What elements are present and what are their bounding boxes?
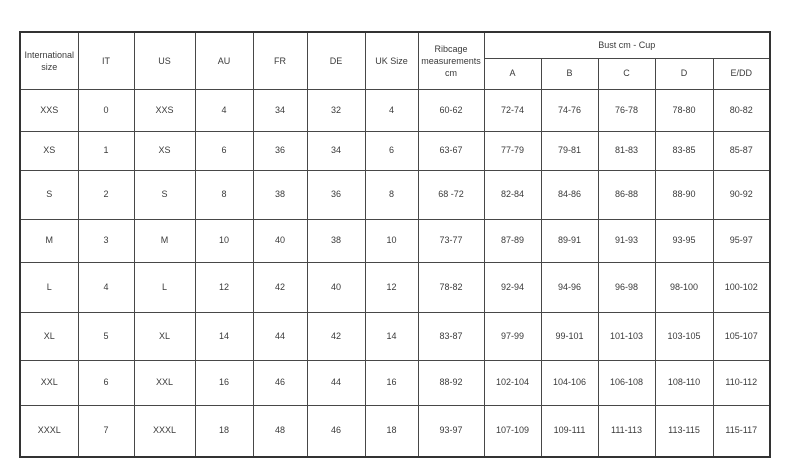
table-cell: 48	[253, 405, 307, 457]
table-cell: 3	[78, 219, 134, 262]
table-cell: 38	[307, 219, 365, 262]
column-header-bust-group: Bust cm - Cup	[484, 32, 770, 58]
table-row-xxxl	[20, 405, 770, 457]
table-cell: 40	[253, 219, 307, 262]
column-header-fr: FR	[253, 32, 307, 89]
table-cell: 102-104	[484, 360, 541, 405]
table-cell: XL	[20, 312, 78, 360]
table-cell: 1	[78, 131, 134, 170]
table-cell: 108-110	[655, 360, 713, 405]
table-cell: 85-87	[713, 131, 770, 170]
table-cell: 16	[195, 360, 253, 405]
table-cell: 46	[253, 360, 307, 405]
table-cell: 73-77	[418, 219, 484, 262]
table-cell: 12	[365, 262, 418, 312]
table-cell: L	[134, 262, 195, 312]
column-header-cup-d: D	[655, 58, 713, 89]
table-cell: L	[20, 262, 78, 312]
table-cell: 8	[365, 170, 418, 219]
table-cell: XXS	[20, 89, 78, 131]
table-row-m	[20, 219, 770, 262]
table-cell: 87-89	[484, 219, 541, 262]
table-cell: 79-81	[541, 131, 598, 170]
table-cell: 60-62	[418, 89, 484, 131]
table-cell: 10	[195, 219, 253, 262]
table-row-xs	[20, 131, 770, 170]
table-cell: 42	[253, 262, 307, 312]
table-cell: 98-100	[655, 262, 713, 312]
table-cell: 42	[307, 312, 365, 360]
column-header-uk-size: UK Size	[365, 32, 418, 89]
table-cell: 93-95	[655, 219, 713, 262]
table-cell: 91-93	[598, 219, 655, 262]
table-cell: 83-85	[655, 131, 713, 170]
table-cell: 5	[78, 312, 134, 360]
table-cell: 80-82	[713, 89, 770, 131]
table-cell: 109-111	[541, 405, 598, 457]
column-header-cup-edd: E/DD	[713, 58, 770, 89]
table-cell: XS	[20, 131, 78, 170]
table-cell: 68 -72	[418, 170, 484, 219]
table-cell: M	[134, 219, 195, 262]
table-cell: XXS	[134, 89, 195, 131]
table-cell: 34	[253, 89, 307, 131]
table-cell: 14	[365, 312, 418, 360]
table-cell: 7	[78, 405, 134, 457]
table-cell: 81-83	[598, 131, 655, 170]
table-cell: 63-67	[418, 131, 484, 170]
table-cell: XL	[134, 312, 195, 360]
table-cell: 36	[307, 170, 365, 219]
table-cell: XXL	[134, 360, 195, 405]
table-cell: 78-82	[418, 262, 484, 312]
table-cell: 110-112	[713, 360, 770, 405]
table-cell: 92-94	[484, 262, 541, 312]
table-cell: 96-98	[598, 262, 655, 312]
table-cell: 95-97	[713, 219, 770, 262]
table-cell: 4	[78, 262, 134, 312]
table-cell: 46	[307, 405, 365, 457]
table-cell: 44	[307, 360, 365, 405]
table-cell: 100-102	[713, 262, 770, 312]
table-cell: 0	[78, 89, 134, 131]
table-cell: 88-90	[655, 170, 713, 219]
column-header-it: IT	[78, 32, 134, 89]
column-header-cup-a: A	[484, 58, 541, 89]
table-cell: 99-101	[541, 312, 598, 360]
table-cell: 76-78	[598, 89, 655, 131]
bra-size-chart-table	[19, 31, 771, 458]
table-cell: 111-113	[598, 405, 655, 457]
table-cell: S	[134, 170, 195, 219]
table-cell: 6	[365, 131, 418, 170]
table-cell: 115-117	[713, 405, 770, 457]
table-cell: XXXL	[134, 405, 195, 457]
table-cell: 34	[307, 131, 365, 170]
table-row-s	[20, 170, 770, 219]
table-cell: 86-88	[598, 170, 655, 219]
table-cell: 84-86	[541, 170, 598, 219]
table-cell: 4	[365, 89, 418, 131]
table-cell: XS	[134, 131, 195, 170]
table-cell: M	[20, 219, 78, 262]
table-cell: 83-87	[418, 312, 484, 360]
table-cell: 113-115	[655, 405, 713, 457]
column-header-de: DE	[307, 32, 365, 89]
table-cell: 78-80	[655, 89, 713, 131]
column-header-ribcage: Ribcage measurements cm	[418, 32, 484, 89]
table-cell: 10	[365, 219, 418, 262]
table-cell: XXL	[20, 360, 78, 405]
table-cell: 6	[78, 360, 134, 405]
header-row-top	[20, 32, 770, 58]
table-cell: 105-107	[713, 312, 770, 360]
column-header-au: AU	[195, 32, 253, 89]
table-cell: 4	[195, 89, 253, 131]
table-cell: 104-106	[541, 360, 598, 405]
table-cell: 90-92	[713, 170, 770, 219]
table-cell: 44	[253, 312, 307, 360]
table-cell: 16	[365, 360, 418, 405]
table-cell: 14	[195, 312, 253, 360]
table-cell: 89-91	[541, 219, 598, 262]
table-cell: 94-96	[541, 262, 598, 312]
table-row-xl	[20, 312, 770, 360]
table-cell: 101-103	[598, 312, 655, 360]
table-cell: 107-109	[484, 405, 541, 457]
column-header-international-size: International size	[20, 32, 78, 89]
table-cell: 88-92	[418, 360, 484, 405]
table-cell: S	[20, 170, 78, 219]
column-header-us: US	[134, 32, 195, 89]
table-row-xxl	[20, 360, 770, 405]
table-cell: 93-97	[418, 405, 484, 457]
table-cell: 103-105	[655, 312, 713, 360]
table-cell: 77-79	[484, 131, 541, 170]
table-cell: 12	[195, 262, 253, 312]
table-cell: 36	[253, 131, 307, 170]
table-cell: 18	[195, 405, 253, 457]
table-cell: 38	[253, 170, 307, 219]
table-row-xxs	[20, 89, 770, 131]
table-cell: 106-108	[598, 360, 655, 405]
table-cell: XXXL	[20, 405, 78, 457]
table-cell: 74-76	[541, 89, 598, 131]
table-cell: 97-99	[484, 312, 541, 360]
table-cell: 8	[195, 170, 253, 219]
table-cell: 72-74	[484, 89, 541, 131]
table-cell: 18	[365, 405, 418, 457]
column-header-cup-c: C	[598, 58, 655, 89]
column-header-cup-b: B	[541, 58, 598, 89]
table-cell: 40	[307, 262, 365, 312]
table-cell: 2	[78, 170, 134, 219]
table-cell: 82-84	[484, 170, 541, 219]
table-cell: 32	[307, 89, 365, 131]
table-row-l	[20, 262, 770, 312]
table-cell: 6	[195, 131, 253, 170]
